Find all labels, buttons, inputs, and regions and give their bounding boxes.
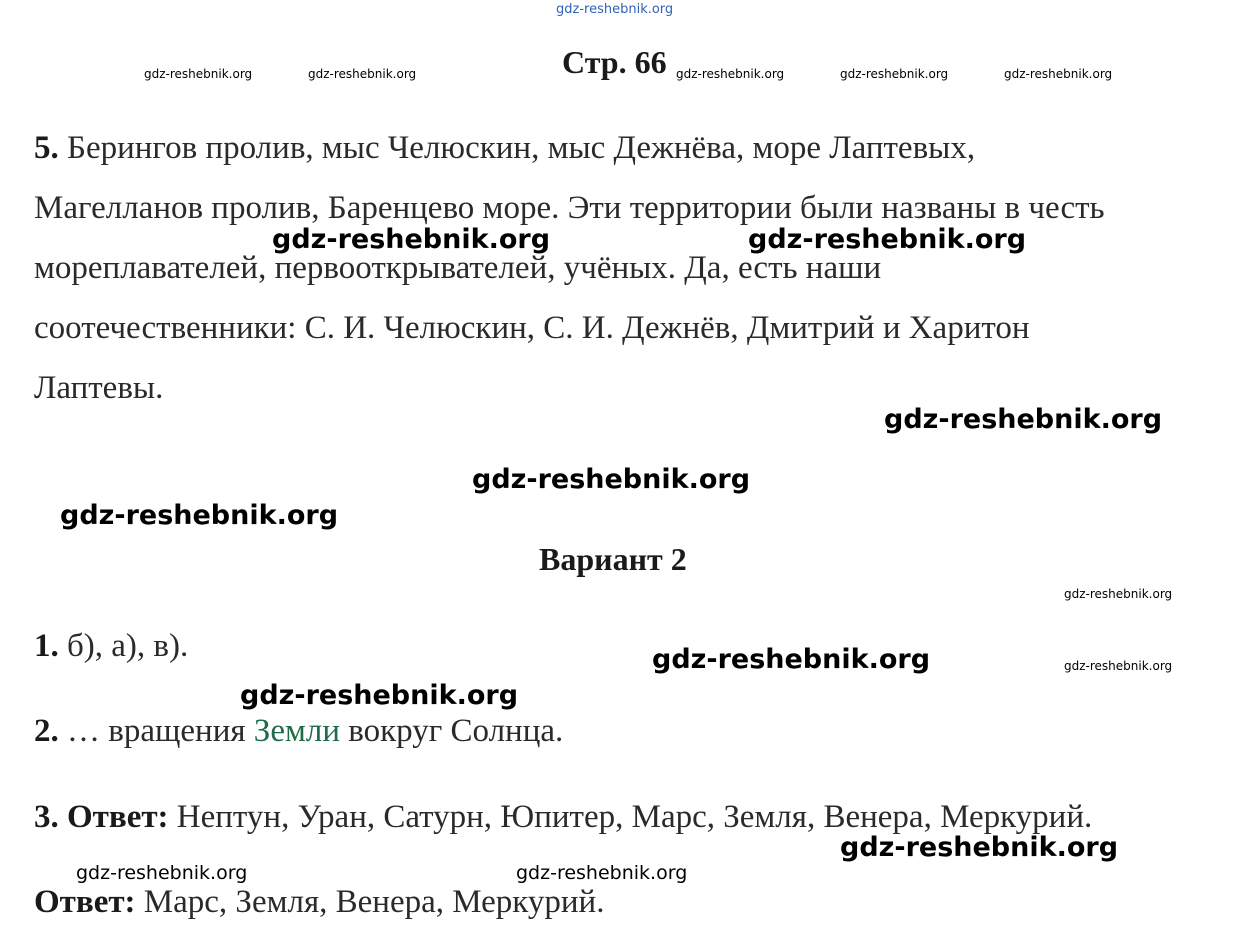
task2-number: 2. <box>34 713 59 749</box>
watermark-top[interactable]: gdz-reshebnik.org <box>556 2 674 17</box>
task3-number: 3. <box>34 799 59 835</box>
watermark-large: gdz-reshebnik.org <box>472 464 751 495</box>
task5-line-3: мореплавателей, первооткрывателей, учёных. Да, есть наши <box>34 250 882 286</box>
watermark-large: gdz-reshebnik.org <box>652 644 931 675</box>
watermark-large: gdz-reshebnik.org <box>884 404 1163 435</box>
task2-earth: Земли <box>253 713 340 749</box>
watermark-large: gdz-reshebnik.org <box>840 832 1119 863</box>
final-answer <box>34 882 604 922</box>
watermark-small: gdz-reshebnik.org <box>1004 67 1113 81</box>
task5-number: 5. <box>34 130 59 166</box>
task3 <box>34 797 1092 837</box>
page-title: Стр. 66 <box>562 44 667 80</box>
watermark-small: gdz-reshebnik.org <box>144 67 253 81</box>
variant-title: Вариант 2 <box>539 541 687 577</box>
task1-text: б), а), в). <box>67 628 189 664</box>
task3-answer-label: Ответ: <box>67 799 169 835</box>
task5-line-2: Магелланов пролив, Баренцево море. Эти территории были названы в честь <box>34 190 1105 226</box>
task1-number: 1. <box>34 628 59 664</box>
task3-text: Нептун, Уран, Сатурн, Юпитер, Марс, Земля, Венера, Меркурий. <box>176 799 1093 835</box>
watermark-small: gdz-reshebnik.org <box>676 67 785 81</box>
task5-text: Берингов пролив, мыс Челюскин, мыс Дежнёва, море Лаптевых, <box>67 130 976 166</box>
final-answer-label: Ответ: <box>34 884 136 920</box>
watermark-large: gdz-reshebnik.org <box>60 500 339 531</box>
watermark-medium: gdz-reshebnik.org <box>516 862 688 884</box>
watermark-small: gdz-reshebnik.org <box>840 67 949 81</box>
watermark-small: gdz-reshebnik.org <box>1064 587 1173 601</box>
watermark-large: gdz-reshebnik.org <box>748 224 1027 255</box>
task5-line-4: соотечественники: С. И. Челюскин, С. И. Дежнёв, Дмитрий и Харитон <box>34 310 1030 346</box>
task2-text-pre: … вращения <box>67 713 254 749</box>
task2-text-post: вокруг Солнца. <box>340 713 564 749</box>
final-answer-text: Марс, Земля, Венера, Меркурий. <box>143 884 605 920</box>
watermark-large: gdz-reshebnik.org <box>272 224 551 255</box>
task1 <box>34 626 188 666</box>
task5-line-5: Лаптевы. <box>34 370 164 406</box>
task2 <box>34 711 563 751</box>
watermark-small: gdz-reshebnik.org <box>308 67 417 81</box>
watermark-small: gdz-reshebnik.org <box>1064 659 1173 673</box>
watermark-medium: gdz-reshebnik.org <box>76 862 248 884</box>
watermark-large: gdz-reshebnik.org <box>240 680 519 711</box>
task5-line-1 <box>34 128 975 168</box>
